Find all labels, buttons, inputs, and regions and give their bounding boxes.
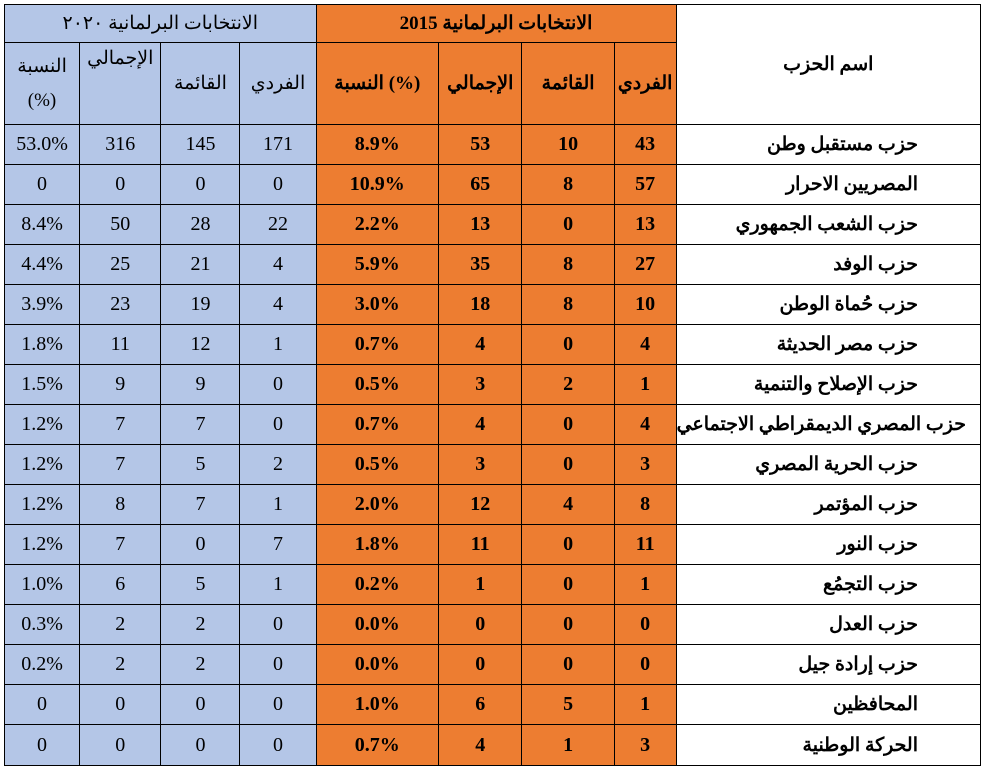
cell-2020-list: 12 bbox=[161, 325, 240, 365]
cell-2015-percent: 2.0% bbox=[316, 485, 439, 525]
table-row bbox=[5, 165, 981, 205]
cell-party-name: حزب المصري الديمقراطي الاجتماعي bbox=[676, 405, 980, 445]
cell-2020-total: 25 bbox=[80, 245, 161, 285]
header-party-name: اسم الحزب bbox=[676, 5, 980, 125]
cell-2020-list: 2 bbox=[161, 645, 240, 685]
cell-2015-percent: 0.5% bbox=[316, 445, 439, 485]
cell-2020-total: 11 bbox=[80, 325, 161, 365]
cell-2020-percent: 1.2% bbox=[5, 405, 80, 445]
cell-2015-percent: 10.9% bbox=[316, 165, 439, 205]
table-row bbox=[5, 205, 981, 245]
cell-2015-total: 4 bbox=[439, 405, 522, 445]
cell-2020-total: 7 bbox=[80, 445, 161, 485]
cell-2015-individual: 57 bbox=[614, 165, 676, 205]
cell-2015-list: 10 bbox=[522, 125, 614, 165]
header-2020-percent-line1: النسبة bbox=[17, 55, 67, 77]
cell-party-name: حزب الشعب الجمهوري bbox=[676, 205, 980, 245]
cell-2015-list: 8 bbox=[522, 245, 614, 285]
cell-2020-individual: 2 bbox=[240, 445, 316, 485]
cell-2015-total: 4 bbox=[439, 725, 522, 766]
cell-2015-individual: 1 bbox=[614, 685, 676, 725]
cell-2015-total: 3 bbox=[439, 365, 522, 405]
header-2020-group: الانتخابات البرلمانية ٢٠٢٠ bbox=[5, 5, 317, 43]
cell-party-name: حزب المؤتمر bbox=[676, 485, 980, 525]
header-2015-group: الانتخابات البرلمانية 2015 bbox=[316, 5, 676, 43]
header-2020-total: الإجمالي bbox=[80, 43, 161, 125]
table-row bbox=[5, 125, 981, 165]
cell-2015-individual: 11 bbox=[614, 525, 676, 565]
cell-2020-percent: 1.2% bbox=[5, 485, 80, 525]
cell-2015-total: 12 bbox=[439, 485, 522, 525]
cell-party-name: حزب مستقبل وطن bbox=[676, 125, 980, 165]
cell-2015-list: 8 bbox=[522, 165, 614, 205]
cell-2015-list: 4 bbox=[522, 485, 614, 525]
cell-2015-list: 0 bbox=[522, 645, 614, 685]
cell-2020-individual: 0 bbox=[240, 725, 316, 766]
cell-2015-list: 0 bbox=[522, 325, 614, 365]
cell-2015-list: 0 bbox=[522, 565, 614, 605]
cell-2015-individual: 13 bbox=[614, 205, 676, 245]
cell-2015-individual: 4 bbox=[614, 325, 676, 365]
cell-party-name: حزب النور bbox=[676, 525, 980, 565]
cell-2020-list: 7 bbox=[161, 405, 240, 445]
cell-2015-total: 0 bbox=[439, 605, 522, 645]
cell-2020-total: 0 bbox=[80, 685, 161, 725]
cell-2015-percent: 0.7% bbox=[316, 725, 439, 766]
cell-2020-list: 0 bbox=[161, 685, 240, 725]
header-2020-percent bbox=[5, 43, 80, 125]
cell-2020-total: 8 bbox=[80, 485, 161, 525]
table-body bbox=[5, 125, 981, 766]
table-row bbox=[5, 325, 981, 365]
header-2015-total: الإجمالي bbox=[439, 43, 522, 125]
cell-party-name: حزب الإصلاح والتنمية bbox=[676, 365, 980, 405]
cell-2015-individual: 1 bbox=[614, 565, 676, 605]
cell-2020-percent: 1.8% bbox=[5, 325, 80, 365]
cell-2015-total: 11 bbox=[439, 525, 522, 565]
table-row bbox=[5, 605, 981, 645]
cell-2020-total: 7 bbox=[80, 525, 161, 565]
cell-2020-total: 9 bbox=[80, 365, 161, 405]
cell-2015-total: 13 bbox=[439, 205, 522, 245]
cell-2015-individual: 8 bbox=[614, 485, 676, 525]
cell-2015-individual: 1 bbox=[614, 365, 676, 405]
header-2020-individual: الفردي bbox=[240, 43, 316, 125]
cell-2015-percent: 0.7% bbox=[316, 325, 439, 365]
cell-2015-percent: 2.2% bbox=[316, 205, 439, 245]
cell-2020-list: 21 bbox=[161, 245, 240, 285]
cell-2015-total: 4 bbox=[439, 325, 522, 365]
cell-2020-total: 23 bbox=[80, 285, 161, 325]
header-2015-individual: الفردي bbox=[614, 43, 676, 125]
cell-2020-total: 2 bbox=[80, 605, 161, 645]
cell-2015-individual: 0 bbox=[614, 605, 676, 645]
table-row bbox=[5, 485, 981, 525]
cell-2015-percent: 1.8% bbox=[316, 525, 439, 565]
cell-2015-individual: 3 bbox=[614, 445, 676, 485]
cell-2020-list: 5 bbox=[161, 445, 240, 485]
cell-2015-total: 53 bbox=[439, 125, 522, 165]
cell-2020-percent: 3.9% bbox=[5, 285, 80, 325]
cell-2015-total: 0 bbox=[439, 645, 522, 685]
cell-2020-list: 9 bbox=[161, 365, 240, 405]
cell-2020-percent: 4.4% bbox=[5, 245, 80, 285]
cell-party-name: حزب العدل bbox=[676, 605, 980, 645]
cell-2015-percent: 5.9% bbox=[316, 245, 439, 285]
cell-2020-individual: 4 bbox=[240, 245, 316, 285]
cell-2015-total: 65 bbox=[439, 165, 522, 205]
cell-2015-total: 35 bbox=[439, 245, 522, 285]
cell-2015-list: 8 bbox=[522, 285, 614, 325]
cell-2020-list: 28 bbox=[161, 205, 240, 245]
cell-2020-individual: 4 bbox=[240, 285, 316, 325]
cell-2020-individual: 171 bbox=[240, 125, 316, 165]
cell-2020-list: 19 bbox=[161, 285, 240, 325]
header-2015-list: القائمة bbox=[522, 43, 614, 125]
cell-2020-percent: 8.4% bbox=[5, 205, 80, 245]
cell-2020-total: 7 bbox=[80, 405, 161, 445]
cell-2020-percent: 0 bbox=[5, 165, 80, 205]
cell-2020-list: 5 bbox=[161, 565, 240, 605]
cell-2015-list: 0 bbox=[522, 605, 614, 645]
cell-2020-individual: 0 bbox=[240, 165, 316, 205]
cell-2015-list: 0 bbox=[522, 405, 614, 445]
cell-2015-percent: 0.0% bbox=[316, 645, 439, 685]
header-2015-percent: النسبة (%) bbox=[316, 43, 439, 125]
cell-2020-total: 316 bbox=[80, 125, 161, 165]
cell-2020-total: 6 bbox=[80, 565, 161, 605]
cell-2020-individual: 0 bbox=[240, 365, 316, 405]
cell-party-name: الحركة الوطنية bbox=[676, 725, 980, 766]
cell-2020-list: 7 bbox=[161, 485, 240, 525]
cell-2020-list: 0 bbox=[161, 525, 240, 565]
cell-2015-percent: 0.7% bbox=[316, 405, 439, 445]
cell-2020-total: 0 bbox=[80, 725, 161, 766]
header-row-groups bbox=[5, 5, 981, 43]
cell-2020-individual: 1 bbox=[240, 485, 316, 525]
table-row bbox=[5, 405, 981, 445]
cell-2020-total: 50 bbox=[80, 205, 161, 245]
cell-2020-individual: 7 bbox=[240, 525, 316, 565]
cell-2020-total: 2 bbox=[80, 645, 161, 685]
cell-2015-individual: 27 bbox=[614, 245, 676, 285]
table-row bbox=[5, 525, 981, 565]
cell-party-name: حزب الحرية المصري bbox=[676, 445, 980, 485]
cell-2015-individual: 10 bbox=[614, 285, 676, 325]
cell-2020-percent: 1.0% bbox=[5, 565, 80, 605]
cell-2015-list: 2 bbox=[522, 365, 614, 405]
table-row bbox=[5, 365, 981, 405]
cell-2020-individual: 0 bbox=[240, 645, 316, 685]
cell-2020-individual: 0 bbox=[240, 685, 316, 725]
cell-party-name: المحافظين bbox=[676, 685, 980, 725]
cell-2020-individual: 0 bbox=[240, 605, 316, 645]
cell-2015-individual: 43 bbox=[614, 125, 676, 165]
cell-2020-percent: 0 bbox=[5, 725, 80, 766]
cell-2015-list: 1 bbox=[522, 725, 614, 766]
cell-2020-list: 0 bbox=[161, 725, 240, 766]
election-results-table bbox=[4, 4, 981, 766]
cell-2015-percent: 0.5% bbox=[316, 365, 439, 405]
table-row bbox=[5, 565, 981, 605]
header-2020-list: القائمة bbox=[161, 43, 240, 125]
cell-2020-percent: 1.2% bbox=[5, 445, 80, 485]
cell-2020-percent: 0.3% bbox=[5, 605, 80, 645]
cell-2015-percent: 8.9% bbox=[316, 125, 439, 165]
cell-2015-total: 18 bbox=[439, 285, 522, 325]
table-row bbox=[5, 445, 981, 485]
header-2020-percent-line2: (%) bbox=[27, 89, 57, 111]
cell-2020-individual: 0 bbox=[240, 405, 316, 445]
cell-2020-percent: 0.2% bbox=[5, 645, 80, 685]
cell-2015-percent: 1.0% bbox=[316, 685, 439, 725]
cell-2015-individual: 0 bbox=[614, 645, 676, 685]
cell-party-name: حزب مصر الحديثة bbox=[676, 325, 980, 365]
cell-2015-individual: 3 bbox=[614, 725, 676, 766]
cell-party-name: حزب حُماة الوطن bbox=[676, 285, 980, 325]
cell-2020-list: 145 bbox=[161, 125, 240, 165]
cell-2020-percent: 0 bbox=[5, 685, 80, 725]
cell-2015-percent: 3.0% bbox=[316, 285, 439, 325]
cell-2015-total: 3 bbox=[439, 445, 522, 485]
table-row bbox=[5, 245, 981, 285]
cell-2015-list: 5 bbox=[522, 685, 614, 725]
table-row bbox=[5, 685, 981, 725]
cell-2015-list: 0 bbox=[522, 525, 614, 565]
cell-2020-individual: 22 bbox=[240, 205, 316, 245]
cell-2020-individual: 1 bbox=[240, 325, 316, 365]
cell-party-name: حزب إرادة جيل bbox=[676, 645, 980, 685]
cell-2020-list: 2 bbox=[161, 605, 240, 645]
cell-2020-total: 0 bbox=[80, 165, 161, 205]
cell-2015-percent: 0.2% bbox=[316, 565, 439, 605]
cell-2015-total: 6 bbox=[439, 685, 522, 725]
cell-2015-total: 1 bbox=[439, 565, 522, 605]
cell-2015-percent: 0.0% bbox=[316, 605, 439, 645]
table-row bbox=[5, 285, 981, 325]
cell-party-name: حزب التجمُع bbox=[676, 565, 980, 605]
cell-2020-percent: 53.0% bbox=[5, 125, 80, 165]
cell-2015-list: 0 bbox=[522, 445, 614, 485]
table-row bbox=[5, 645, 981, 685]
cell-party-name: حزب الوفد bbox=[676, 245, 980, 285]
cell-party-name: المصريين الاحرار bbox=[676, 165, 980, 205]
table-row bbox=[5, 725, 981, 766]
cell-2020-percent: 1.2% bbox=[5, 525, 80, 565]
cell-2020-individual: 1 bbox=[240, 565, 316, 605]
cell-2020-percent: 1.5% bbox=[5, 365, 80, 405]
cell-2015-individual: 4 bbox=[614, 405, 676, 445]
cell-2015-list: 0 bbox=[522, 205, 614, 245]
cell-2020-list: 0 bbox=[161, 165, 240, 205]
